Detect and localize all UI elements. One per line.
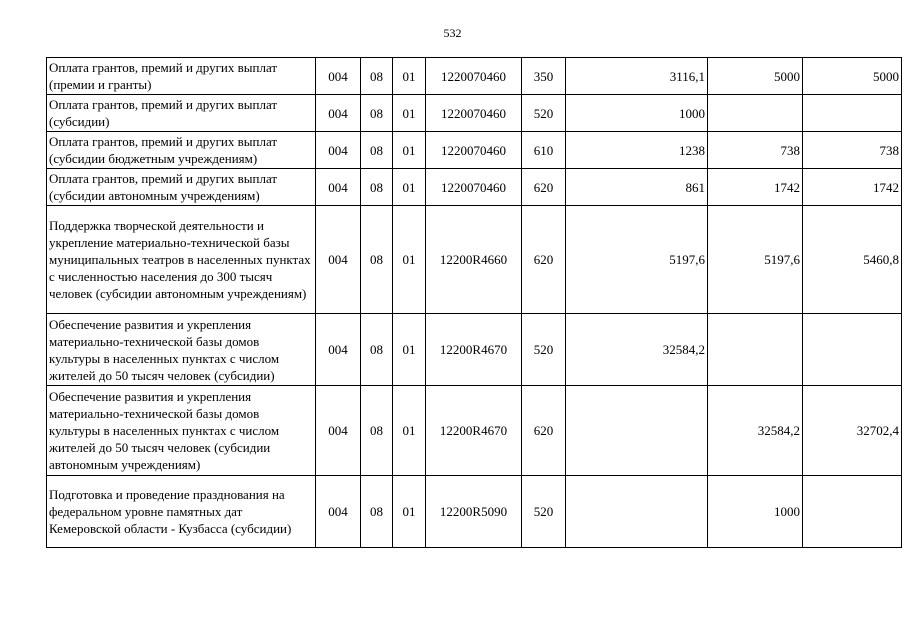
budget-table bbox=[46, 57, 902, 548]
target-article-code: 1220070460 bbox=[426, 95, 522, 132]
amount-year-2: 5197,6 bbox=[708, 206, 803, 314]
expense-type-code: 620 bbox=[522, 206, 566, 314]
table-row bbox=[47, 169, 902, 206]
expense-type-code: 620 bbox=[522, 386, 566, 476]
section-code: 08 bbox=[361, 169, 393, 206]
amount-year-2: 738 bbox=[708, 132, 803, 169]
amount-year-1: 1238 bbox=[566, 132, 708, 169]
table-row bbox=[47, 132, 902, 169]
row-description: Подготовка и проведение празднования на федеральном уровне памятных дат Кемеровской области - Кузбасса (субсидии) bbox=[47, 476, 316, 548]
amount-year-1: 5197,6 bbox=[566, 206, 708, 314]
amount-year-1: 861 bbox=[566, 169, 708, 206]
amount-year-3: 5000 bbox=[803, 58, 902, 95]
expense-type-code: 620 bbox=[522, 169, 566, 206]
expense-type-code: 610 bbox=[522, 132, 566, 169]
target-article-code: 1220070460 bbox=[426, 169, 522, 206]
row-description: Оплата грантов, премий и других выплат (субсидии бюджетным учреждениям) bbox=[47, 132, 316, 169]
amount-year-2: 32584,2 bbox=[708, 386, 803, 476]
page-number: 532 bbox=[443, 26, 462, 40]
subsection-code: 01 bbox=[393, 386, 426, 476]
amount-year-3: 5460,8 bbox=[803, 206, 902, 314]
amount-year-3 bbox=[803, 95, 902, 132]
row-description: Оплата грантов, премий и других выплат (премии и гранты) bbox=[47, 58, 316, 95]
subsection-code: 01 bbox=[393, 169, 426, 206]
ministry-code: 004 bbox=[316, 206, 361, 314]
ministry-code: 004 bbox=[316, 58, 361, 95]
target-article-code: 12200R4670 bbox=[426, 314, 522, 386]
target-article-code: 1220070460 bbox=[426, 132, 522, 169]
amount-year-2: 1000 bbox=[708, 476, 803, 548]
ministry-code: 004 bbox=[316, 314, 361, 386]
expense-type-code: 350 bbox=[522, 58, 566, 95]
amount-year-1: 32584,2 bbox=[566, 314, 708, 386]
section-code: 08 bbox=[361, 206, 393, 314]
ministry-code: 004 bbox=[316, 476, 361, 548]
section-code: 08 bbox=[361, 314, 393, 386]
row-description: Поддержка творческой деятельности и укрепление материально-технической базы муниципальных театров в населенных пунктах с численностью населения до 300 тысяч человек (субсидии автономным учреждениям) bbox=[47, 206, 316, 314]
ministry-code: 004 bbox=[316, 95, 361, 132]
section-code: 08 bbox=[361, 476, 393, 548]
subsection-code: 01 bbox=[393, 132, 426, 169]
row-description: Обеспечение развития и укрепления материально-технической базы домов культуры в населенных пунктах с числом жителей до 50 тысяч человек (субсидии автономным учреждениям) bbox=[47, 386, 316, 476]
subsection-code: 01 bbox=[393, 476, 426, 548]
amount-year-3 bbox=[803, 314, 902, 386]
section-code: 08 bbox=[361, 95, 393, 132]
target-article-code: 12200R4660 bbox=[426, 206, 522, 314]
section-code: 08 bbox=[361, 386, 393, 476]
target-article-code: 1220070460 bbox=[426, 58, 522, 95]
amount-year-2: 5000 bbox=[708, 58, 803, 95]
table-row bbox=[47, 476, 902, 548]
amount-year-1 bbox=[566, 386, 708, 476]
amount-year-1: 1000 bbox=[566, 95, 708, 132]
amount-year-2: 1742 bbox=[708, 169, 803, 206]
subsection-code: 01 bbox=[393, 58, 426, 95]
table-row bbox=[47, 206, 902, 314]
target-article-code: 12200R4670 bbox=[426, 386, 522, 476]
row-description: Обеспечение развития и укрепления материально-технической базы домов культуры в населенных пунктах с числом жителей до 50 тысяч человек (субсидии) bbox=[47, 314, 316, 386]
subsection-code: 01 bbox=[393, 95, 426, 132]
amount-year-3: 1742 bbox=[803, 169, 902, 206]
amount-year-1 bbox=[566, 476, 708, 548]
amount-year-3: 32702,4 bbox=[803, 386, 902, 476]
amount-year-2 bbox=[708, 95, 803, 132]
ministry-code: 004 bbox=[316, 132, 361, 169]
amount-year-3: 738 bbox=[803, 132, 902, 169]
table-row bbox=[47, 314, 902, 386]
row-description: Оплата грантов, премий и других выплат (субсидии) bbox=[47, 95, 316, 132]
section-code: 08 bbox=[361, 58, 393, 95]
ministry-code: 004 bbox=[316, 386, 361, 476]
row-description: Оплата грантов, премий и других выплат (субсидии автономным учреждениям) bbox=[47, 169, 316, 206]
ministry-code: 004 bbox=[316, 169, 361, 206]
subsection-code: 01 bbox=[393, 206, 426, 314]
amount-year-3 bbox=[803, 476, 902, 548]
expense-type-code: 520 bbox=[522, 95, 566, 132]
amount-year-1: 3116,1 bbox=[566, 58, 708, 95]
section-code: 08 bbox=[361, 132, 393, 169]
subsection-code: 01 bbox=[393, 314, 426, 386]
expense-type-code: 520 bbox=[522, 314, 566, 386]
table-row bbox=[47, 386, 902, 476]
table-row bbox=[47, 58, 902, 95]
expense-type-code: 520 bbox=[522, 476, 566, 548]
amount-year-2 bbox=[708, 314, 803, 386]
target-article-code: 12200R5090 bbox=[426, 476, 522, 548]
table-row bbox=[47, 95, 902, 132]
